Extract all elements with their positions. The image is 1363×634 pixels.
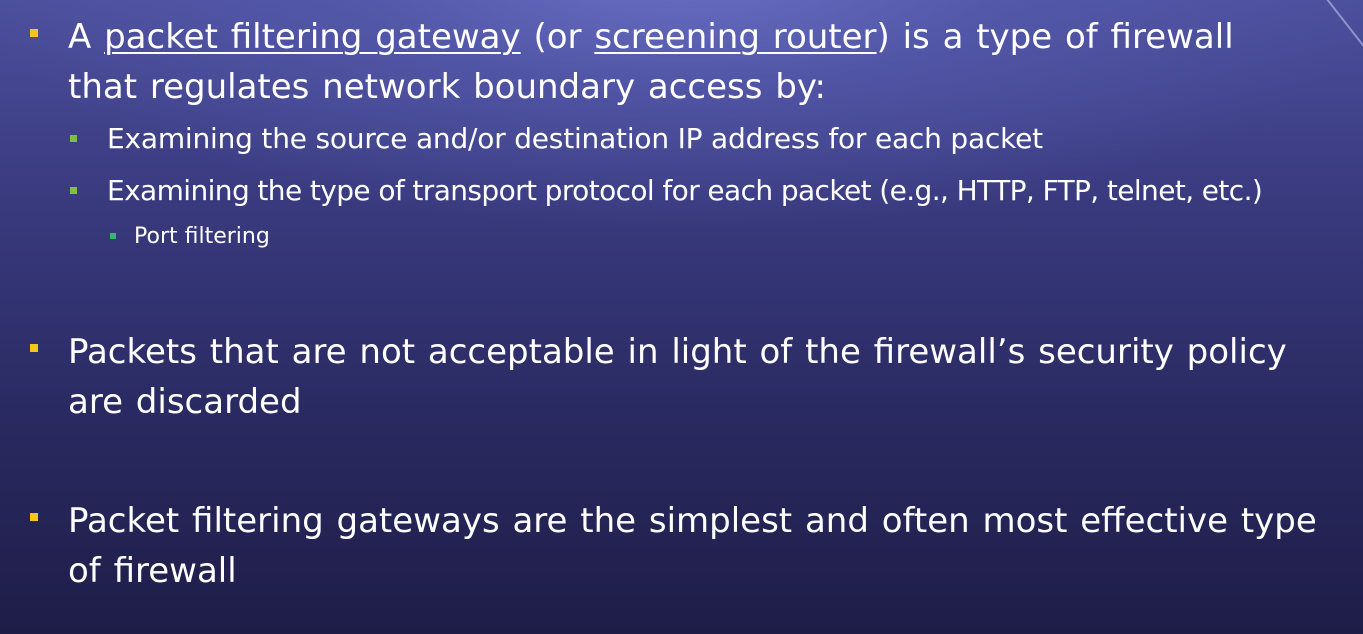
- bullet-marker: [70, 187, 77, 194]
- bullet-text: Packets that are not acceptable in light of the firewall’s security policy are discarded: [68, 332, 1287, 422]
- sub-bullet-ip-address: [70, 119, 1360, 159]
- term-packet-filtering-gateway: packet filtering gateway: [104, 17, 521, 57]
- bullet-marker: [30, 513, 38, 521]
- term-screening-router: screening router: [594, 17, 877, 57]
- bullet-packet-filtering-gateway: [30, 12, 1300, 112]
- bullet-simplest-firewall: [30, 496, 1330, 596]
- bullet-text: Packet filtering gateways are the simplest and often most effective type of firewall: [68, 501, 1317, 591]
- sub-sub-bullet-text: Port filtering: [134, 224, 270, 249]
- sub-sub-bullet-port-filtering: [110, 222, 710, 252]
- bullet-suffix: ) is a type of firewall that regulates network boundary access by:: [68, 17, 1234, 107]
- sub-bullet-text: Examining the source and/or destination IP address for each packet: [107, 122, 1043, 155]
- sub-bullet-text: Examining the type of transport protocol for each packet (e.g., HTTP, FTP, telnet, etc.): [107, 174, 1263, 207]
- bullet-marker: [30, 29, 38, 37]
- sub-bullet-transport-protocol: [70, 171, 1360, 211]
- bullet-packets-discarded: [30, 327, 1330, 427]
- bullet-mid: (or: [533, 17, 582, 57]
- bullet-marker: [70, 135, 77, 142]
- bullet-prefix: A: [68, 17, 92, 57]
- bullet-marker: [110, 233, 116, 239]
- decorative-line: [1303, 0, 1363, 60]
- bullet-text: [68, 12, 1300, 112]
- bullet-marker: [30, 344, 38, 352]
